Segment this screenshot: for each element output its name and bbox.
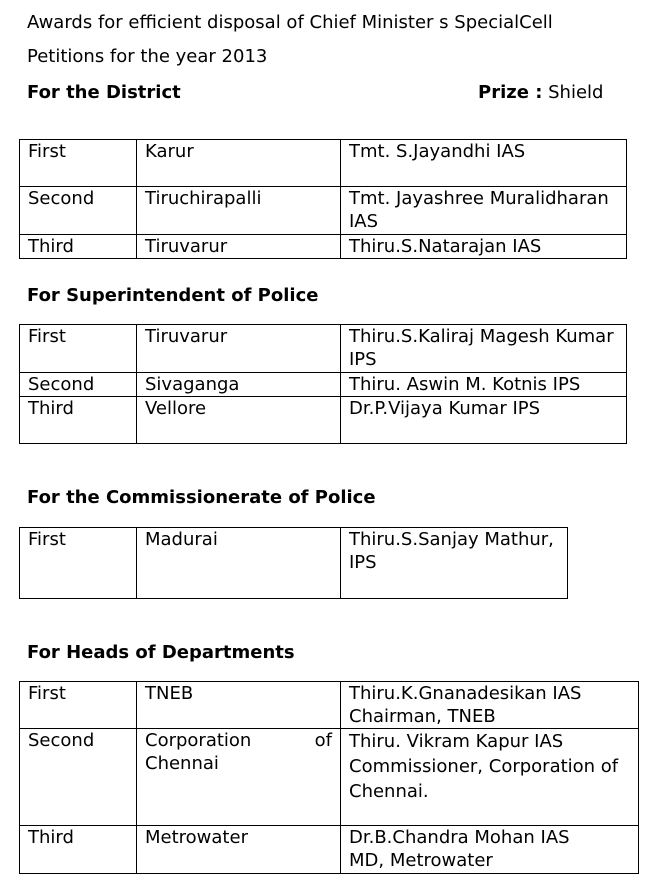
- name-cell: [341, 729, 639, 826]
- rank-cell: Second: [20, 187, 137, 235]
- name-line: Dr.B.Chandra Mohan IAS: [349, 827, 570, 848]
- title-line-2: Petitions for the year 2013: [27, 46, 268, 67]
- designation-line: Commissioner, Corporation of Chennai.: [349, 756, 619, 802]
- name-cell: Tmt. Jayashree Muralidharan IAS: [341, 187, 627, 235]
- name-cell: [341, 826, 639, 874]
- table-row: [20, 682, 639, 729]
- place-cell: Vellore: [137, 397, 341, 444]
- prize-label: Prize :: [478, 82, 543, 103]
- commissionerate-heading: For the Commissionerate of Police: [27, 487, 376, 508]
- table-row: [20, 373, 627, 397]
- name-line: Thiru.K.Gnanadesikan IAS: [349, 683, 582, 704]
- table-row: [20, 826, 639, 874]
- place-cell: Tiruvarur: [137, 235, 341, 259]
- name-cell: Thiru. Aswin M. Kotnis IPS: [341, 373, 627, 397]
- prize-value: Shield: [548, 82, 604, 103]
- designation-line: Chairman, TNEB: [349, 706, 496, 727]
- police-heading: For Superintendent of Police: [27, 285, 319, 306]
- place-cell: Corporation of Chennai: [137, 729, 341, 826]
- name-cell: Thiru.S.Sanjay Mathur, IPS: [341, 528, 568, 599]
- table-row: [20, 397, 627, 444]
- place-cell: Tiruchirapalli: [137, 187, 341, 235]
- table-row: [20, 528, 568, 599]
- rank-cell: Second: [20, 373, 137, 397]
- police-table: [19, 324, 627, 444]
- place-cell: TNEB: [137, 682, 341, 729]
- rank-cell: Third: [20, 826, 137, 874]
- name-line: Thiru. Vikram Kapur IAS: [349, 731, 564, 752]
- name-cell: Thiru.S.Natarajan IAS: [341, 235, 627, 259]
- prize-info: [478, 82, 603, 103]
- designation-line: MD, Metrowater: [349, 850, 493, 871]
- district-table: [19, 139, 627, 259]
- rank-cell: Third: [20, 235, 137, 259]
- rank-cell: Third: [20, 397, 137, 444]
- commissionerate-table: [19, 527, 568, 599]
- hod-table: [19, 681, 639, 874]
- place-cell: Tiruvarur: [137, 325, 341, 373]
- name-cell: Tmt. S.Jayandhi IAS: [341, 140, 627, 187]
- table-row: [20, 729, 639, 826]
- place-cell: Madurai: [137, 528, 341, 599]
- rank-cell: First: [20, 325, 137, 373]
- place-cell: Karur: [137, 140, 341, 187]
- name-cell: Thiru.S.Kaliraj Magesh Kumar IPS: [341, 325, 627, 373]
- name-cell: [341, 682, 639, 729]
- rank-cell: Second: [20, 729, 137, 826]
- table-row: [20, 140, 627, 187]
- name-cell: Dr.P.Vijaya Kumar IPS: [341, 397, 627, 444]
- rank-cell: First: [20, 140, 137, 187]
- place-cell: Metrowater: [137, 826, 341, 874]
- district-heading: For the District: [27, 82, 181, 103]
- rank-cell: First: [20, 682, 137, 729]
- title-line-1: Awards for efficient disposal of Chief Minister s SpecialCell: [27, 12, 553, 33]
- hod-heading: For Heads of Departments: [27, 642, 295, 663]
- rank-cell: First: [20, 528, 137, 599]
- table-row: [20, 187, 627, 235]
- table-row: [20, 235, 627, 259]
- place-cell: Sivaganga: [137, 373, 341, 397]
- table-row: [20, 325, 627, 373]
